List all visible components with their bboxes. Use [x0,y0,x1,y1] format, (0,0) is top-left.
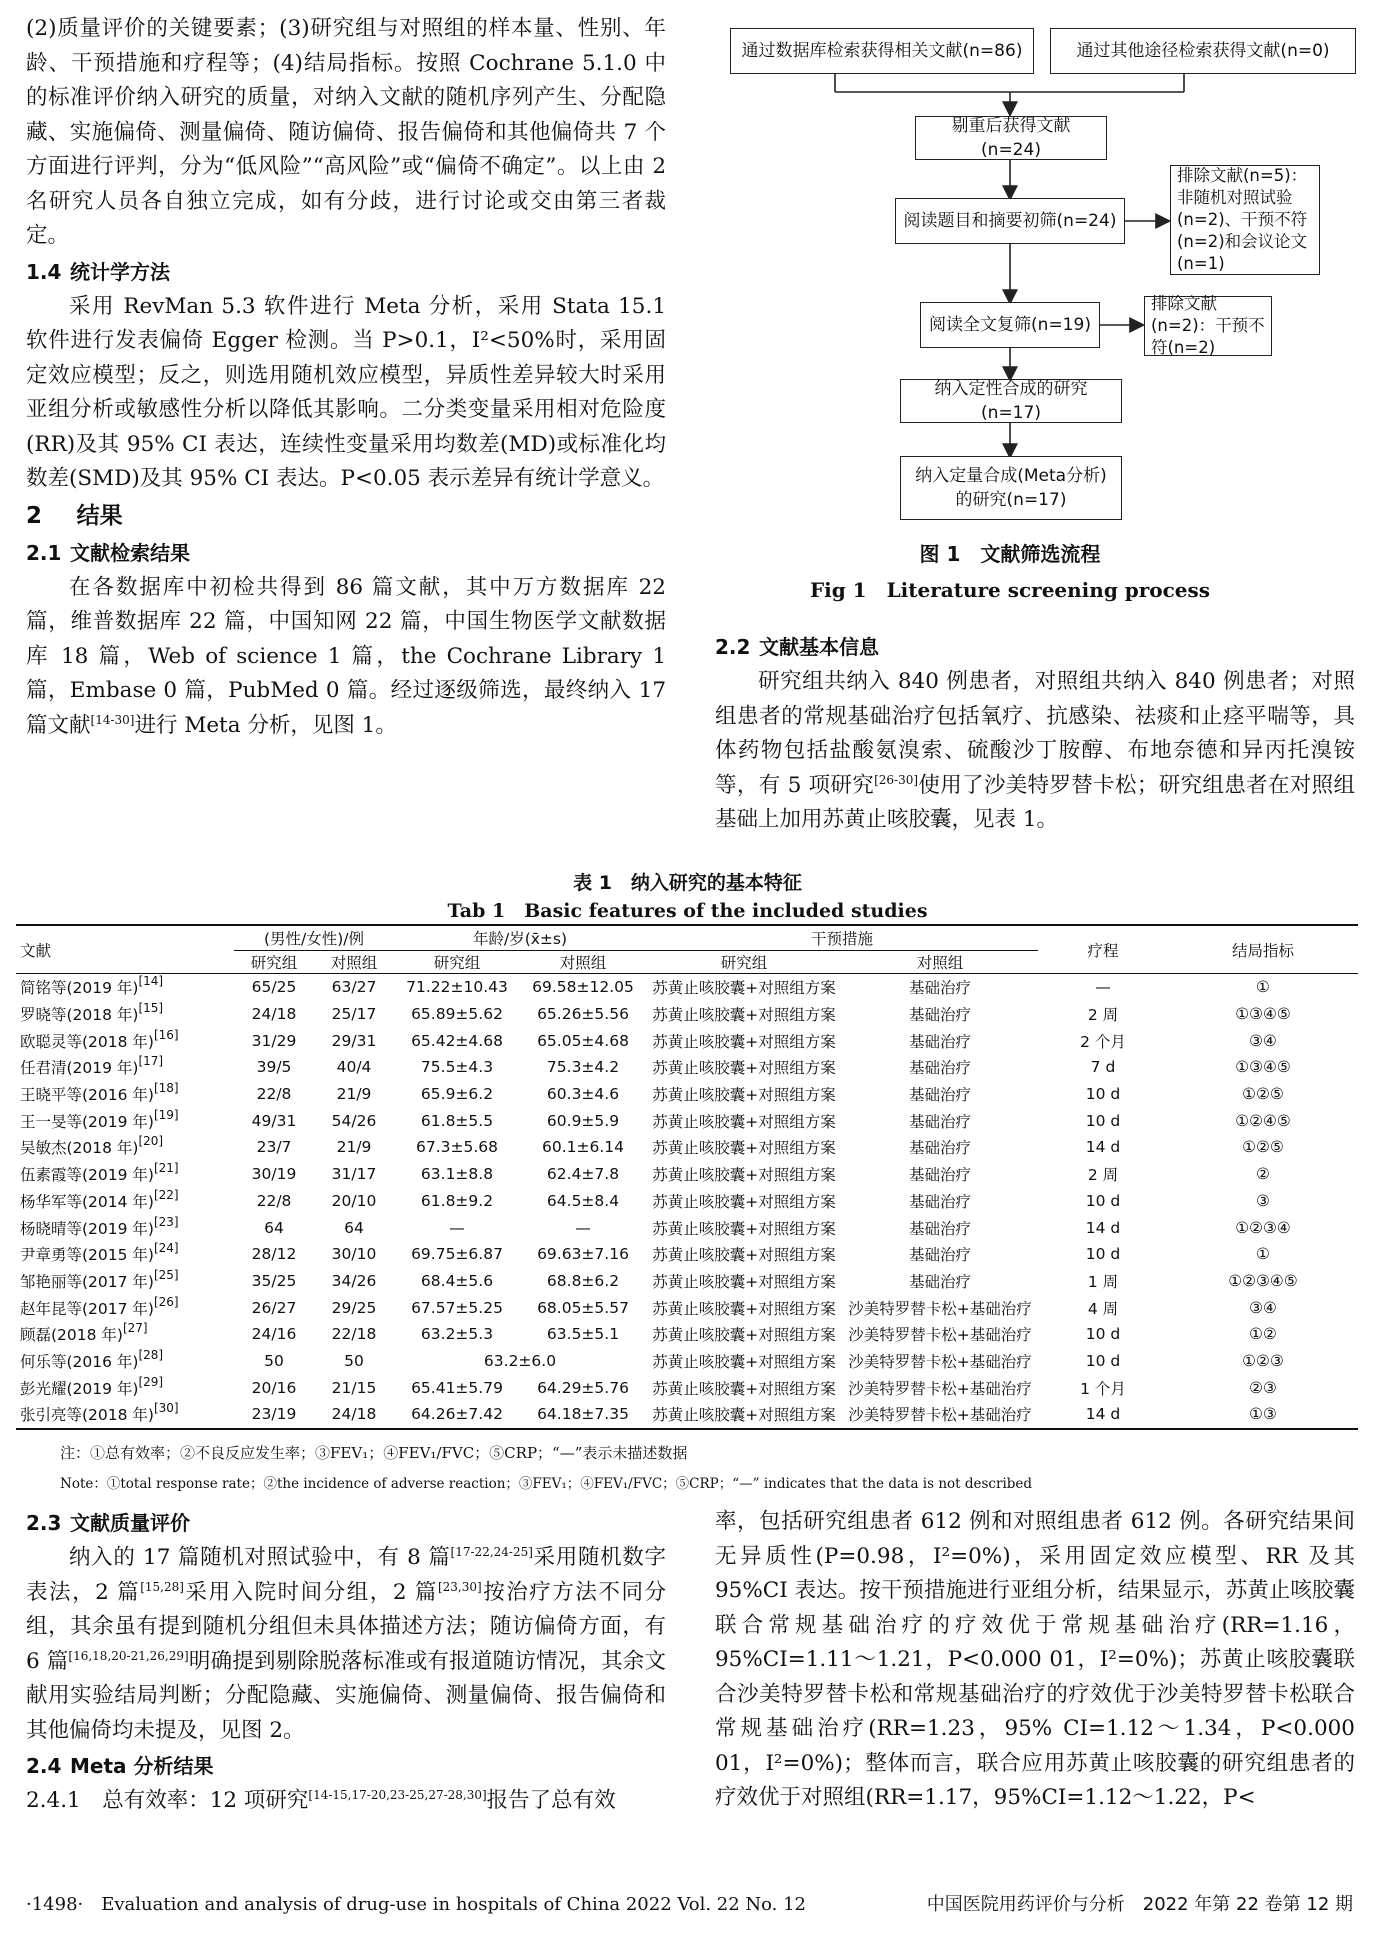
citation: [22] [153,1187,179,1202]
table-caption-cn: 表 1 纳入研究的基本特征 [573,872,802,894]
table-row [16,1348,1358,1375]
header-age-research: 研究组 [394,951,520,974]
cell-intervention-control: 沙美特罗替卡松+基础治疗 [842,1401,1038,1429]
cell-sex-research: 24/16 [251,1325,297,1344]
section-heading-2: 2 结果 [26,502,123,529]
cell-intervention-control: 基础治疗 [908,1112,971,1131]
cell-study: 罗晓等(2018 年)[15] [20,1001,164,1025]
citation: [29] [138,1374,164,1389]
cell-age-control: 64.29±5.76 [537,1378,629,1397]
cell-age-control: — [575,1218,591,1237]
cell-sex-research: 22/8 [256,1191,292,1210]
cell-age-control: 60.9±5.9 [546,1111,620,1130]
cell-sex-research: 23/19 [234,1401,314,1429]
cell-outcome: ① [1256,978,1270,997]
cell-sex-research: 30/19 [251,1165,297,1184]
cell-intervention-control: 基础治疗 [908,1272,971,1291]
cell-outcome: ③④ [1249,1298,1277,1317]
cell-outcome: ①③④⑤ [1235,1058,1291,1077]
paragraph-quality-assessment: 纳入的 17 篇随机对照试验中，有 8 篇[17-22,24-25]采用随机数字表法，2 篇[15,28]采用入院时间分组，2 篇[23,30]按治疗方法不同分组，其余虽有提到随机分组但未具体描述方法；随访偏倚方面，有 6 篇[16,18,20-21,26,29]明确提到剔除脱落标准或有报道随访情况，其余文献用实验结局判断；分配隐藏、实施偏倚、测量偏倚、报告偏倚和其他偏倚均未提及，见图 2。 [26,1545,666,1743]
cell-course: 10 d [1085,1085,1121,1104]
cell-course: — [1095,978,1111,997]
cell-age-research: 69.75±6.87 [411,1245,503,1264]
cell-sex-research: 24/18 [251,1005,297,1024]
cell-age-control: 69.63±7.16 [537,1245,629,1264]
cell-intervention-control: 基础治疗 [908,1006,971,1025]
cell-age-control: 69.58±12.05 [532,978,634,997]
citation: [25] [153,1267,179,1282]
cell-study: 简铭等(2019 年)[14] [20,974,164,998]
cell-sex-research: 20/16 [251,1378,297,1397]
citation: [26] [153,1294,179,1309]
citation: [27] [122,1321,148,1336]
table-row [16,1134,1358,1161]
table-row [16,1188,1358,1215]
cell-age-research: 61.8±9.2 [420,1191,494,1210]
cell-course: 4 周 [1087,1299,1119,1318]
cell-sex-research: 23/7 [256,1138,292,1157]
table-row [16,1214,1358,1241]
flowchart-box-excluded-2: 排除文献(n=2)：干预不符(n=2) [1144,296,1272,356]
header-study: 文献 [16,925,234,974]
section-heading-1-4: 1.4 统计学方法 [26,259,170,284]
cell-sex-control: 34/26 [331,1271,377,1290]
cell-sex-research: 49/31 [251,1111,297,1130]
cell-sex-control: 40/4 [336,1058,372,1077]
cell-intervention-research: 苏黄止咳胶囊+对照组方案 [652,1379,836,1398]
header-course: 疗程 [1038,925,1168,974]
section-heading-2-4: 2.4 Meta 分析结果 [26,1754,214,1778]
table-note-en: Note：①total response rate；②the incidence of adverse reaction；③FEV₁；④FEV₁/FVC；⑤CRP；“—” indicates that the data is not described [60,1476,1033,1492]
cell-age-research: 61.8±5.5 [420,1111,494,1130]
figure-caption-cn: 图 1 文献筛选流程 [919,542,1101,566]
cell-study: 顾磊(2018 年)[27] [20,1321,148,1345]
cell-intervention-research: 苏黄止咳胶囊+对照组方案 [652,1219,836,1238]
table-caption-en: Tab 1 Basic features of the included studies [447,900,928,922]
cell-study: 赵年昆等(2017 年)[26] [20,1294,179,1318]
cell-course: 1 周 [1087,1272,1119,1291]
paragraph-statistics: 采用 RevMan 5.3 软件进行 Meta 分析，采用 Stata 15.1 软件进行发表偏倚 Egger 检测。当 P>0.1，I²<50%时，采用固定效应模型；反之，则选用随机效应模型，异质性差异较大时采用亚组分析或敏感性分析以降低其影响。二分类变量采用相对危险度(RR)及其 95% CI 表达，连续性变量采用均数差(MD)或标准化均数差(SMD)及其 95% CI 表达。P<0.05 表示差异有统计学意义。 [26,293,666,491]
cell-course: 2 个月 [1080,1032,1126,1051]
cell-intervention-research: 苏黄止咳胶囊+对照组方案 [652,1272,836,1291]
cell-sex-research: 65/25 [251,978,297,997]
cell-intervention-research: 苏黄止咳胶囊+对照组方案 [652,979,836,998]
cell-study: 杨晓晴等(2019 年)[23] [20,1214,179,1238]
cell-course: 14 d [1038,1401,1168,1429]
table-row [16,1268,1358,1295]
cell-age-control: 65.05±4.68 [537,1031,629,1050]
cell-intervention-research: 苏黄止咳胶囊+对照组方案 [652,1192,836,1211]
footer-left: ·1498· Evaluation and analysis of drug-use in hospitals of China 2022 Vol. 22 No. 12 [26,1894,807,1915]
cell-age-control: 64.5±8.4 [546,1191,620,1210]
cell-intervention-research: 苏黄止咳胶囊+对照组方案 [652,1246,836,1265]
citation: [20] [138,1134,164,1149]
table-row [16,1027,1358,1054]
cell-age-research: 63.1±8.8 [420,1165,494,1184]
right-column-top [715,629,1355,838]
cell-intervention-control: 基础治疗 [908,1059,971,1078]
study-characteristics-table [16,924,1358,1430]
cell-intervention-research: 苏黄止咳胶囊+对照组方案 [652,1299,836,1318]
cell-study: 伍素霞等(2019 年)[21] [20,1161,179,1185]
cell-age-control: 68.8±6.2 [546,1271,620,1290]
cell-study: 邹艳丽等(2017 年)[25] [20,1267,179,1291]
flowchart-box-database-search: 通过数据库检索获得相关文献(n=86) [730,28,1034,74]
table-row [16,1001,1358,1028]
cell-age-research: 65.41±5.79 [411,1378,503,1397]
cell-age-research: 75.5±4.3 [420,1058,494,1077]
citation: [28] [138,1347,164,1362]
cell-study: 彭光耀(2019 年)[29] [20,1374,164,1398]
cell-outcome: ①②⑤ [1242,1085,1284,1104]
header-intervention: 干预措施 [646,925,1038,951]
table-body [16,974,1358,1429]
section-heading-2-2: 2.2 文献基本信息 [715,635,879,659]
right-column-bottom [715,1505,1355,1816]
cell-sex-control: 54/26 [331,1111,377,1130]
cell-age-control: 60.3±4.6 [546,1085,620,1104]
cell-study: 张引亮等(2018 年)[30] [16,1401,234,1429]
cell-course: 2 周 [1087,1006,1119,1025]
header-outcome: 结局指标 [1168,925,1358,974]
cell-sex-control: 63/27 [331,978,377,997]
citation: [18] [153,1081,179,1096]
cell-age-research: 64.26±7.42 [394,1401,520,1429]
citation: [14-30] [90,712,135,727]
cell-intervention-research: 苏黄止咳胶囊+对照组方案 [652,1352,836,1371]
cell-course: 10 d [1085,1191,1121,1210]
table-row [16,1241,1358,1268]
cell-age-research: — [449,1218,465,1237]
flowchart-box-deduplicated: 剔重后获得文献(n=24) [915,116,1107,160]
cell-sex-control: 30/10 [331,1245,377,1264]
cell-sex-control: 31/17 [331,1165,377,1184]
cell-intervention-control: 沙美特罗替卡松+基础治疗 [848,1379,1032,1398]
cell-intervention-research: 苏黄止咳胶囊+对照组方案 [652,1112,836,1131]
cell-intervention-research: 苏黄止咳胶囊+对照组方案 [652,1086,836,1105]
citation: [15,28] [140,1579,184,1594]
cell-course: 7 d [1090,1058,1116,1077]
paragraph-basic-info: 研究组共纳入 840 例患者，对照组共纳入 840 例患者；对照组患者的常规基础治疗包括氧疗、抗感染、祛痰和止痉平喘等，具体药物包括盐酸氨溴索、硫酸沙丁胺醇、布地奈德和异丙托溴铵等，有 5 项研究[26-30]使用了沙美特罗替卡松；研究组患者在对照组基础上加用苏黄止咳胶囊，见表 1。 [715,669,1355,832]
citation: [15] [138,1001,164,1016]
cell-age-control: 60.1±6.14 [541,1138,624,1157]
cell-outcome: ①②③④ [1235,1218,1291,1237]
cell-outcome: ①②⑤ [1242,1138,1284,1157]
footer-right: 中国医院用药评价与分析 2022 年第 22 卷第 12 期 [926,1894,1353,1915]
flowchart-box-qualitative-synthesis: 纳入定性合成的研究(n=17) [900,379,1122,423]
cell-sex-control: 21/15 [331,1378,377,1397]
figure-caption-en: Fig 1 Literature screening process [809,578,1211,602]
cell-sex-control: 29/31 [331,1031,377,1050]
cell-age-control: 65.26±5.56 [537,1005,629,1024]
cell-intervention-research: 苏黄止咳胶囊+对照组方案 [646,1401,842,1429]
cell-sex-control: 50 [344,1351,364,1370]
cell-intervention-control: 基础治疗 [908,979,971,998]
cell-outcome: ②③ [1249,1378,1277,1397]
cell-age-control: 64.18±7.35 [520,1401,646,1429]
cell-age-control: 63.5±5.1 [546,1325,620,1344]
citation: [24] [153,1241,179,1256]
header-sex-control: 对照组 [314,951,394,974]
cell-outcome: ①③ [1168,1401,1358,1429]
cell-sex-research: 28/12 [251,1245,297,1264]
cell-age-research: 67.3±5.68 [415,1138,498,1157]
cell-sex-control: 20/10 [331,1191,377,1210]
cell-outcome: ①②④⑤ [1235,1111,1291,1130]
flowchart-connectors [0,0,1375,560]
cell-course: 10 d [1085,1245,1121,1264]
cell-intervention-research: 苏黄止咳胶囊+对照组方案 [652,1166,836,1185]
cell-age-control: 62.4±7.8 [546,1165,620,1184]
cell-sex-research: 50 [264,1351,284,1370]
table-row [16,1081,1358,1108]
citation: [17] [138,1054,164,1069]
cell-intervention-control: 沙美特罗替卡松+基础治疗 [848,1352,1032,1371]
citation: [23] [153,1214,179,1229]
cell-age-combined: 63.2±6.0 [483,1351,557,1370]
citation: [19] [153,1107,179,1122]
cell-study: 欧聪灵等(2018 年)[16] [20,1027,179,1051]
table-row [16,1401,1358,1429]
left-column-bottom [26,1505,666,1819]
cell-sex-research: 22/8 [256,1085,292,1104]
cell-study: 王晓平等(2016 年)[18] [20,1081,179,1105]
cell-sex-control: 64 [344,1218,364,1237]
cell-course: 2 周 [1087,1166,1119,1185]
citation: [23,30] [437,1579,482,1594]
header-intervention-control: 对照组 [842,951,1038,974]
cell-intervention-research: 苏黄止咳胶囊+对照组方案 [652,1032,836,1051]
table-row [16,1161,1358,1188]
cell-sex-research: 31/29 [251,1031,297,1050]
cell-intervention-control: 基础治疗 [908,1032,971,1051]
table-row [16,1054,1358,1081]
cell-sex-research: 35/25 [251,1271,297,1290]
paragraph-total-response: 2.4.1 总有效率：12 项研究[14-15,17-20,23-25,27-28,30]报告了总有效 [26,1788,616,1813]
cell-intervention-research: 苏黄止咳胶囊+对照组方案 [652,1139,836,1158]
cell-course: 1 个月 [1080,1379,1126,1398]
table-row [16,1374,1358,1401]
cell-age-research: 67.57±5.25 [411,1298,503,1317]
cell-age-control: 75.3±4.2 [546,1058,620,1077]
flowchart-box-title-abstract-screen: 阅读题目和摘要初筛(n=24) [895,198,1125,244]
cell-outcome: ①②③④⑤ [1228,1271,1298,1290]
cell-age-research: 65.42±4.68 [411,1031,503,1050]
header-age: 年龄/岁(x̄±s) [394,925,646,951]
cell-intervention-control: 沙美特罗替卡松+基础治疗 [848,1299,1032,1318]
cell-outcome: ① [1256,1245,1270,1264]
cell-outcome: ② [1256,1165,1270,1184]
citation: [16] [153,1027,179,1042]
cell-age-research: 65.9±6.2 [420,1085,494,1104]
cell-intervention-research: 苏黄止咳胶囊+对照组方案 [652,1326,836,1345]
cell-age-research: 63.2±5.3 [420,1325,494,1344]
cell-sex-control: 25/17 [331,1005,377,1024]
cell-sex-control: 22/18 [331,1325,377,1344]
cell-sex-research: 39/5 [256,1058,292,1077]
cell-course: 10 d [1085,1351,1121,1370]
section-heading-2-1: 2.1 文献检索结果 [26,540,190,565]
header-sex: (男性/女性)/例 [234,925,394,951]
cell-sex-research: 26/27 [251,1298,297,1317]
cell-age-research: 71.22±10.43 [406,978,508,997]
table-row [16,1294,1358,1321]
cell-intervention-control: 基础治疗 [908,1192,971,1211]
flowchart-box-meta-analysis: 纳入定量合成(Meta分析)的研究(n=17) [900,456,1122,520]
cell-study: 何乐等(2016 年)[28] [20,1347,164,1371]
cell-sex-control: 21/9 [336,1138,372,1157]
cell-outcome: ①② [1249,1325,1277,1344]
cell-sex-research: 64 [264,1218,284,1237]
cell-intervention-control: 基础治疗 [908,1166,971,1185]
citation: [30] [153,1401,179,1416]
cell-course: 10 d [1085,1325,1121,1344]
citation: [21] [153,1161,179,1176]
table-row [16,974,1358,1001]
cell-age-research: 65.89±5.62 [411,1005,503,1024]
header-intervention-research: 研究组 [646,951,842,974]
citation: [14-15,17-20,23-25,27-28,30] [308,1788,487,1802]
cell-intervention-research: 苏黄止咳胶囊+对照组方案 [652,1059,836,1078]
cell-outcome: ①③④⑤ [1235,1005,1291,1024]
cell-study: 吴敏杰(2018 年)[20] [20,1134,164,1158]
flowchart-box-fulltext-screen: 阅读全文复筛(n=19) [920,302,1100,348]
cell-course: 14 d [1085,1138,1121,1157]
paragraph-total-response-continued: 率，包括研究组患者 612 例和对照组患者 612 例。各研究结果间无异质性(P=0.98，I²=0%)，采用固定效应模型、RR 及其 95%CI 表达。按干预措施进行亚组分析，结果显示，苏黄止咳胶囊联合常规基础治疗的疗效优于常规基础治疗(RR=1.16，95%CI=1.11～1.21，P<0.000 01，I²=0%)；苏黄止咳胶囊联合沙美特罗替卡松和常规基础治疗的疗效优于沙美特罗替卡松联合常规基础治疗(RR=1.23，95% CI=1.12～1.34，P<0.000 01，I²=0%)；整体而言，联合应用苏黄止咳胶囊的研究组患者的疗效优于对照组(RR=1.17，95%CI=1.12～1.22，P< [715,1509,1355,1810]
cell-age-control: 68.05±5.57 [537,1298,629,1317]
paragraph-quality-criteria: (2)质量评价的关键要素；(3)研究组与对照组的样本量、性别、年龄、干预措施和疗程等；(4)结局指标。按照 Cochrane 5.1.0 中的标准评价纳入研究的质量，对纳入文献的随机序列产生、分配隐藏、实施偏倚、测量偏倚、随访偏倚、报告偏倚和其他偏倚共 7 个方面进行评判，分为“低风险”“高风险”或“偏倚不确定”。以上由 2 名研究人员各自独立完成，如有分歧，进行讨论或交由第三者裁定。 [26,16,666,248]
paragraph-search-results: 在各数据库中初检共得到 86 篇文献，其中万方数据库 22 篇，维普数据库 22 篇，中国知网 22 篇，中国生物医学文献数据库 18 篇，Web of science 1 篇，the Cochrane Library 1 篇，Embase 0 篇，PubMed 0 篇。经过逐级筛选，最终纳入 17 篇文献[14-30]进行 Meta 分析，见图 1。 [26,574,666,738]
cell-outcome: ③④ [1249,1031,1277,1050]
section-heading-2-3: 2.3 文献质量评价 [26,1511,190,1535]
cell-intervention-control: 沙美特罗替卡松+基础治疗 [848,1326,1032,1345]
citation: [26-30] [874,772,919,787]
flowchart-box-other-sources: 通过其他途径检索获得文献(n=0) [1050,28,1356,74]
citation: [14] [138,974,164,989]
cell-intervention-control: 基础治疗 [908,1086,971,1105]
table-note-cn: 注：①总有效率；②不良反应发生率；③FEV₁；④FEV₁/FVC；⑤CRP；“—”表示未描述数据 [60,1444,688,1462]
cell-sex-control: 29/25 [331,1298,377,1317]
cell-intervention-control: 基础治疗 [908,1219,971,1238]
table-row [16,1321,1358,1348]
citation: [17-22,24-25] [450,1545,533,1559]
cell-age-research: 68.4±5.6 [420,1271,494,1290]
flowchart-box-excluded-5: 排除文献(n=5)：非随机对照试验(n=2)、干预不符(n=2)和会议论文(n=1) [1170,165,1320,275]
cell-study: 任君清(2019 年)[17] [20,1054,164,1078]
header-age-control: 对照组 [520,951,646,974]
cell-sex-control: 21/9 [336,1085,372,1104]
cell-intervention-research: 苏黄止咳胶囊+对照组方案 [652,1006,836,1025]
cell-intervention-control: 基础治疗 [908,1246,971,1265]
citation: [16,18,20-21,26,29] [68,1648,189,1663]
header-sex-research: 研究组 [234,951,314,974]
cell-course: 14 d [1085,1218,1121,1237]
cell-intervention-control: 基础治疗 [908,1139,971,1158]
cell-sex-control: 24/18 [314,1401,394,1429]
cell-outcome: ③ [1256,1191,1270,1210]
cell-study: 杨华军等(2014 年)[22] [20,1187,179,1211]
table-row [16,1107,1358,1134]
cell-course: 10 d [1085,1111,1121,1130]
cell-outcome: ①②③ [1242,1351,1284,1370]
cell-study: 王一旻等(2019 年)[19] [20,1107,179,1131]
cell-study: 尹章勇等(2015 年)[24] [20,1241,179,1265]
